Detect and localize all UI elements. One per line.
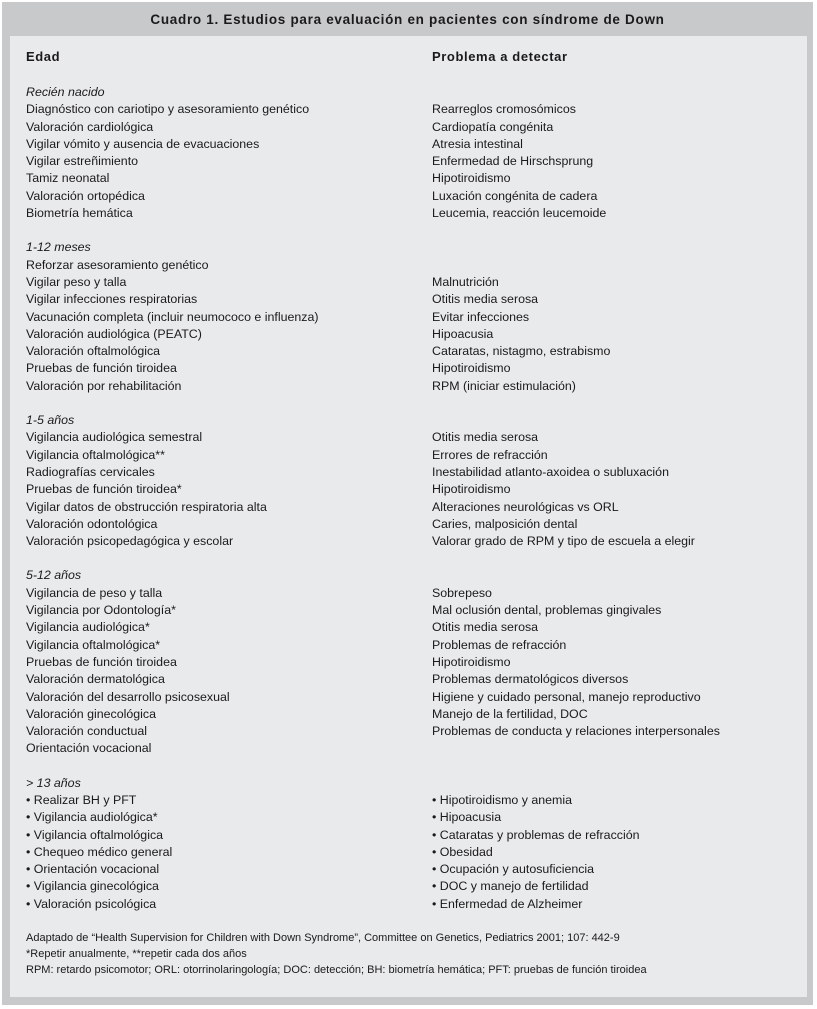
cell-problem: • Enfermedad de Alzheimer [432, 896, 583, 911]
table-row [10, 119, 807, 136]
table-row [10, 378, 807, 395]
table-row [10, 671, 807, 688]
cell-study: Valoración dermatológica [26, 672, 165, 687]
table-panel [10, 36, 807, 997]
cell-study: • Valoración psicológica [26, 896, 157, 911]
table-row [10, 844, 807, 861]
table-body [10, 84, 807, 913]
cell-study: Pruebas de función tiroidea [26, 361, 177, 376]
cell-study: Biometría hemática [26, 206, 133, 221]
cell-study: • Chequeo médico general [26, 844, 173, 859]
table-row [10, 585, 807, 602]
cell-study: Tamiz neonatal [26, 171, 110, 186]
section-label: 5-12 años [26, 568, 82, 583]
cell-study: Valoración ortopédica [26, 188, 145, 203]
cell-problem: • Hipotiroidismo y anemia [432, 792, 572, 807]
cell-problem: Higiene y cuidado personal, manejo reproductivo [432, 689, 701, 704]
cell-study: Valoración audiológica (PEATC) [26, 326, 202, 341]
cell-problem: Caries, malposición dental [432, 516, 578, 531]
section-gap [10, 395, 807, 412]
cell-problem: Hipotiroidismo [432, 654, 511, 669]
table-row [10, 809, 807, 826]
cell-problem: Inestabilidad atlanto-axoidea o subluxación [432, 464, 669, 479]
cell-study: Valoración cardiológica [26, 119, 154, 134]
cell-problem: Alteraciones neurológicas vs ORL [432, 499, 619, 514]
table-row [10, 792, 807, 809]
section-heading [10, 84, 807, 101]
table-row [10, 205, 807, 222]
column-header-age: Edad [26, 49, 61, 64]
table-row [10, 257, 807, 274]
cell-problem: • Obesidad [432, 844, 493, 859]
table-row [10, 481, 807, 498]
cell-study: Valoración odontológica [26, 516, 158, 531]
table-row [10, 878, 807, 895]
cell-study: Vigilancia oftalmológica** [26, 447, 165, 462]
table-row [10, 343, 807, 360]
table-row [10, 429, 807, 446]
cell-study: Pruebas de función tiroidea* [26, 482, 182, 497]
cell-problem: Enfermedad de Hirschsprung [432, 154, 594, 169]
cell-problem: RPM (iniciar estimulación) [432, 378, 576, 393]
table-row [10, 274, 807, 291]
cell-study: Vigilar estreñimiento [26, 154, 139, 169]
section-gap [10, 758, 807, 775]
cell-study: Vigilancia por Odontología* [26, 603, 176, 618]
cell-problem: Malnutrición [432, 274, 499, 289]
cell-study: • Realizar BH y PFT [26, 792, 137, 807]
cell-study: Valoración ginecológica [26, 706, 156, 721]
section-heading [10, 567, 807, 584]
section-heading [10, 412, 807, 429]
cell-problem: Problemas de conducta y relaciones interpersonales [432, 724, 720, 739]
table-row [10, 153, 807, 170]
cell-study: Valoración oftalmológica [26, 344, 161, 359]
cell-problem: • Ocupación y autosuficiencia [432, 862, 595, 877]
table-row [10, 706, 807, 723]
cell-study: Vigilancia audiológica semestral [26, 430, 203, 445]
cell-problem: Atresia intestinal [432, 136, 523, 151]
table-row [10, 861, 807, 878]
table-row [10, 101, 807, 118]
table-row [10, 602, 807, 619]
cell-problem: Hipoacusia [432, 326, 494, 341]
section-label: 1-12 meses [26, 240, 91, 255]
cell-problem: Evitar infecciones [432, 309, 530, 324]
table-row [10, 689, 807, 706]
section-heading [10, 239, 807, 256]
cell-problem: Cardiopatía congénita [432, 119, 554, 134]
cell-problem: Otitis media serosa [432, 292, 539, 307]
cell-problem: Otitis media serosa [432, 620, 539, 635]
cell-study: Radiografías cervicales [26, 464, 155, 479]
cell-problem: Hipotiroidismo [432, 171, 511, 186]
cell-study: Valoración por rehabilitación [26, 378, 182, 393]
table-row [10, 309, 807, 326]
cell-study: Vigilar infecciones respiratorias [26, 292, 198, 307]
section-label: 1-5 años [26, 413, 75, 428]
cell-study: Vigilancia oftalmológica* [26, 637, 161, 652]
cell-problem: Cataratas, nistagmo, estrabismo [432, 344, 611, 359]
footnote-source: Adaptado de “Health Supervision for Children with Down Syndrome”, Committee on Genetics, Pediatrics 2001; 107: 442-9 [26, 932, 620, 944]
section-label: > 13 años [26, 775, 81, 790]
cell-study: Diagnóstico con cariotipo y asesoramiento genético [26, 102, 310, 117]
table-row [10, 360, 807, 377]
cell-study: Vigilancia de peso y talla [26, 585, 163, 600]
cell-study: • Vigilancia oftalmológica [26, 827, 164, 842]
cell-problem: Hipotiroidismo [432, 361, 511, 376]
cell-study: Vigilancia audiológica* [26, 620, 150, 635]
table-row [10, 740, 807, 757]
table-row [10, 533, 807, 550]
cell-study: Vigilar datos de obstrucción respiratoria alta [26, 499, 267, 514]
cell-study: • Orientación vocacional [26, 862, 160, 877]
table-row [10, 896, 807, 913]
cell-problem: • Hipoacusia [432, 810, 502, 825]
table-row [10, 170, 807, 187]
cell-study: Valoración psicopedagógica y escolar [26, 534, 234, 549]
section-heading [10, 775, 807, 792]
footnote-abbreviations: RPM: retardo psicomotor; ORL: otorrinolaringología; DOC: detección; BH: biometría hemática; PFT: pruebas de función tiroidea [26, 964, 647, 976]
cell-problem: Problemas dermatológicos diversos [432, 672, 629, 687]
cell-problem: Errores de refracción [432, 447, 548, 462]
cell-study: • Vigilancia audiológica* [26, 810, 158, 825]
table-row [10, 499, 807, 516]
table-row [10, 619, 807, 636]
section-gap [10, 550, 807, 567]
table-row [10, 326, 807, 343]
table-frame [2, 2, 813, 1005]
table-row [10, 188, 807, 205]
table-row [10, 464, 807, 481]
cell-problem: Problemas de refracción [432, 637, 567, 652]
footnotes [26, 930, 647, 978]
cell-problem: Sobrepeso [432, 585, 492, 600]
table-row [10, 654, 807, 671]
cell-study: Valoración conductual [26, 724, 148, 739]
section-label: Recién nacido [26, 85, 105, 99]
table-row [10, 447, 807, 464]
column-header-problem: Problema a detectar [432, 49, 568, 64]
cell-problem: Mal oclusión dental, problemas gingivales [432, 603, 662, 618]
table-row [10, 291, 807, 308]
cell-problem: Valorar grado de RPM y tipo de escuela a elegir [432, 534, 695, 549]
cell-problem: • DOC y manejo de fertilidad [432, 879, 589, 894]
section-gap [10, 222, 807, 239]
cell-study: Vigilar vómito y ausencia de evacuaciones [26, 136, 260, 151]
table-row [10, 136, 807, 153]
cell-study: Vacunación completa (incluir neumococo e influenza) [26, 309, 319, 324]
footnote-legend: *Repetir anualmente, **repetir cada dos años [26, 948, 247, 960]
cell-problem: Leucemia, reacción leucemoide [432, 206, 607, 221]
cell-study: Reforzar asesoramiento genético [26, 257, 209, 272]
table-row [10, 637, 807, 654]
cell-problem: Otitis media serosa [432, 430, 539, 445]
cell-problem: Luxación congénita de cadera [432, 188, 598, 203]
cell-problem: • Cataratas y problemas de refracción [432, 827, 640, 842]
table-row [10, 827, 807, 844]
cell-study: Pruebas de función tiroidea [26, 654, 177, 669]
cell-study: Valoración del desarrollo psicosexual [26, 689, 230, 704]
cell-problem: Hipotiroidismo [432, 482, 511, 497]
cell-study: • Vigilancia ginecológica [26, 879, 159, 894]
table-title: Cuadro 1. Estudios para evaluación en pacientes con síndrome de Down [150, 12, 665, 27]
table-row [10, 516, 807, 533]
cell-problem: Rearreglos cromosómicos [432, 102, 576, 117]
cell-study: Orientación vocacional [26, 741, 152, 756]
cell-study: Vigilar peso y talla [26, 274, 127, 289]
table-row [10, 723, 807, 740]
cell-problem: Manejo de la fertilidad, DOC [432, 706, 588, 721]
